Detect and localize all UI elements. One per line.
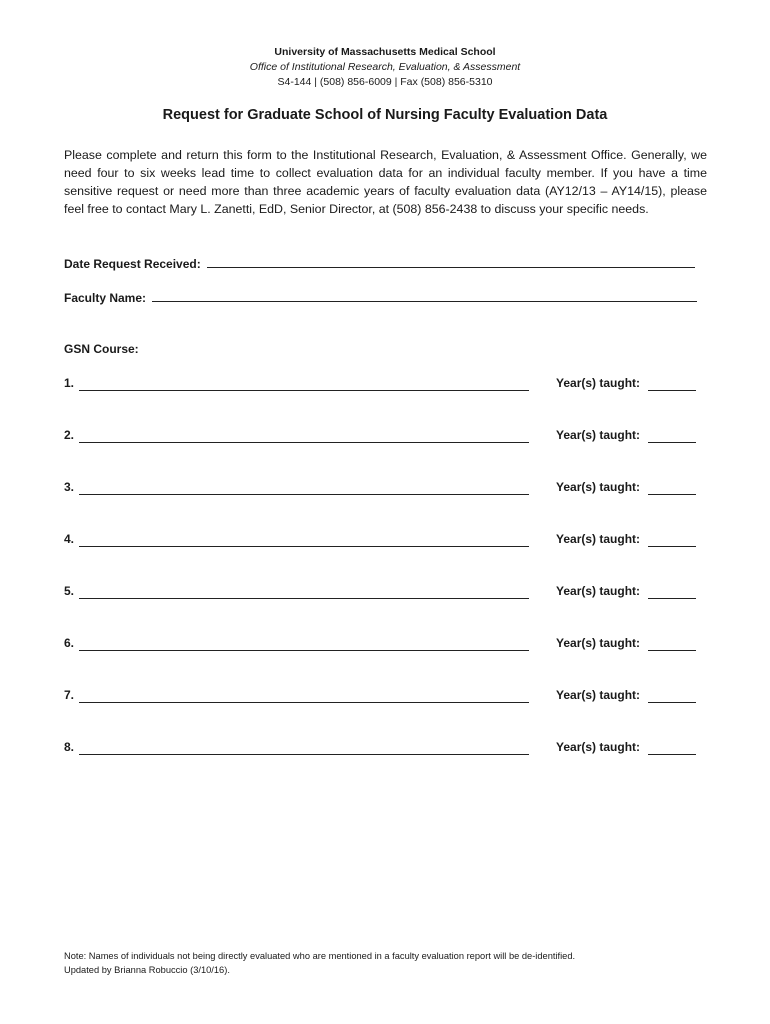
years-taught-label: Year(s) taught: (556, 376, 641, 390)
years-taught-label: Year(s) taught: (556, 740, 641, 754)
course-input[interactable] (79, 482, 529, 495)
course-row (64, 584, 697, 600)
footer-notes (64, 949, 575, 977)
years-taught-input[interactable] (648, 378, 696, 391)
years-taught-label: Year(s) taught: (556, 532, 641, 546)
years-taught-input[interactable] (648, 690, 696, 703)
course-input[interactable] (79, 690, 529, 703)
years-taught-input[interactable] (648, 482, 696, 495)
course-input[interactable] (79, 534, 529, 547)
course-row (64, 376, 697, 392)
updated-by-note: Updated by Brianna Robuccio (3/10/16). (64, 965, 230, 975)
gsn-course-heading (64, 342, 145, 356)
office-contact: S4-144 | (508) 856-6009 | Fax (508) 856-5310 (277, 76, 493, 88)
office-name: Office of Institutional Research, Evaluation, & Assessment (249, 61, 521, 73)
intro-paragraph: Please complete and return this form to the Institutional Research, Evaluation, & Assessment Office. Generally, we need four to six weeks lead time to collect evaluation data for an individual faculty member. If you have a time sensitive request or need more than three academic years of faculty evaluation data (AY12/13 – AY14/15), please feel free to contact Mary L. Zanetti, EdD, Senior Director, at (508) 856-2438 to discuss your specific needs. (64, 148, 707, 216)
faculty-name-field (64, 289, 697, 305)
course-row (64, 636, 697, 652)
course-number: 1. (64, 376, 75, 390)
years-taught-input[interactable] (648, 534, 696, 547)
course-input[interactable] (79, 638, 529, 651)
years-taught-label: Year(s) taught: (556, 480, 641, 494)
date-received-label: Date Request Received: (64, 257, 201, 271)
years-taught-label: Year(s) taught: (556, 636, 641, 650)
date-received-field (64, 255, 695, 271)
course-number: 5. (64, 584, 75, 598)
course-row (64, 688, 697, 704)
date-received-input[interactable] (207, 255, 695, 268)
years-taught-label: Year(s) taught: (556, 688, 641, 702)
course-row (64, 480, 697, 496)
course-row (64, 740, 697, 756)
years-taught-label: Year(s) taught: (556, 584, 641, 598)
years-taught-label: Year(s) taught: (556, 428, 641, 442)
gsn-course-label: GSN Course: (64, 342, 139, 356)
course-number: 8. (64, 740, 75, 754)
course-input[interactable] (79, 586, 529, 599)
deidentification-note: Note: Names of individuals not being directly evaluated who are mentioned in a faculty evaluation report will be de-identified. (64, 951, 576, 961)
form-title: Request for Graduate School of Nursing Faculty Evaluation Data (162, 107, 608, 123)
course-row (64, 532, 697, 548)
institution-name: University of Massachusetts Medical School (274, 46, 496, 58)
faculty-name-label: Faculty Name: (64, 291, 147, 305)
course-number: 3. (64, 480, 75, 494)
course-row (64, 428, 697, 444)
course-input[interactable] (79, 742, 529, 755)
course-input[interactable] (79, 378, 529, 391)
years-taught-input[interactable] (648, 430, 696, 443)
course-number: 6. (64, 636, 75, 650)
course-number: 7. (64, 688, 75, 702)
faculty-name-input[interactable] (152, 289, 697, 302)
years-taught-input[interactable] (648, 742, 696, 755)
course-input[interactable] (79, 430, 529, 443)
letterhead (0, 45, 770, 90)
years-taught-input[interactable] (648, 638, 696, 651)
years-taught-input[interactable] (648, 586, 696, 599)
course-number: 4. (64, 532, 75, 546)
course-number: 2. (64, 428, 75, 442)
